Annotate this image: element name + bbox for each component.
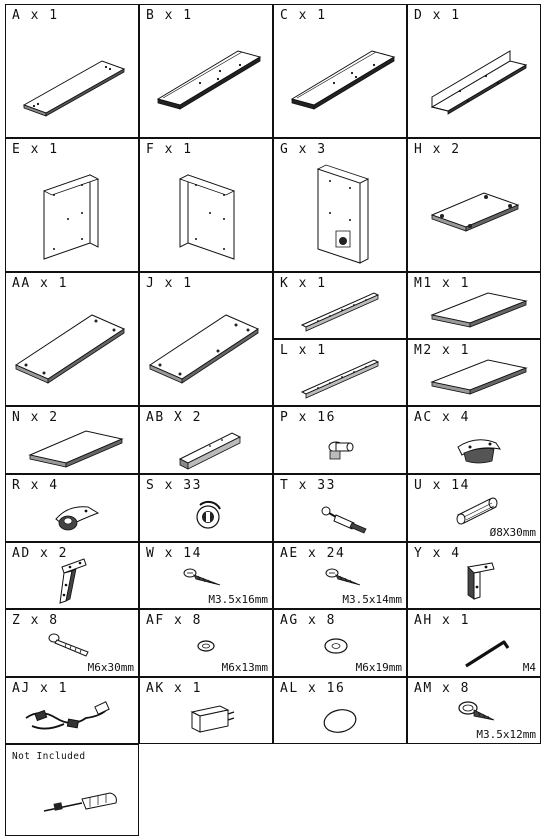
part-cell-l	[273, 339, 407, 406]
part-label-d: D x 1	[414, 8, 461, 23]
part-cell-h	[407, 138, 541, 272]
not-included-label: Not Included	[12, 751, 86, 762]
part-dim-af: M6x13mm	[221, 661, 268, 674]
part-cell-b	[139, 4, 273, 138]
small-shelf-icon	[408, 340, 542, 407]
part-label-c: C x 1	[280, 8, 327, 23]
part-label-n: N x 2	[12, 410, 59, 425]
part-label-s: S x 33	[146, 478, 202, 493]
part-cell-z	[5, 609, 139, 677]
part-label-y: Y x 4	[414, 546, 461, 561]
part-label-u: U x 14	[414, 478, 470, 493]
part-label-ad: AD x 2	[12, 546, 68, 561]
part-cell-e	[5, 138, 139, 272]
part-label-ac: AC x 4	[414, 410, 470, 425]
part-label-m2: M2 x 1	[414, 343, 470, 358]
part-cell-ac	[407, 406, 541, 474]
angle-bracket-rail-icon	[408, 5, 542, 139]
part-label-af: AF x 8	[146, 613, 202, 628]
part-label-aa: AA x 1	[12, 276, 68, 291]
part-dim-am: M3.5x12mm	[476, 728, 536, 741]
long-board-icon	[6, 5, 140, 139]
rail-strip-icon	[274, 273, 408, 340]
felt-pad-icon	[274, 678, 408, 745]
shelf-board-icon	[6, 273, 140, 407]
cam-lock-icon	[140, 475, 274, 543]
wood-block-icon	[140, 407, 274, 475]
furniture-glide-icon	[6, 475, 140, 543]
cam-bolt-icon	[274, 475, 408, 543]
part-label-ah: AH x 1	[414, 613, 470, 628]
part-label-g: G x 3	[280, 142, 327, 157]
part-label-t: T x 33	[280, 478, 336, 493]
part-label-l: L x 1	[280, 343, 327, 358]
part-dim-ae: M3.5x14mm	[342, 593, 402, 606]
small-shelf-icon	[6, 407, 140, 475]
parts-sheet	[5, 4, 541, 836]
small-board-icon	[408, 139, 542, 273]
part-cell-g	[273, 138, 407, 272]
shelf-pin-icon	[274, 407, 408, 475]
part-label-b: B x 1	[146, 8, 193, 23]
part-label-ab: AB X 2	[146, 410, 202, 425]
part-label-w: W x 14	[146, 546, 202, 561]
part-cell-d	[407, 4, 541, 138]
side-panel-icon	[6, 139, 140, 273]
not-included-cell	[5, 744, 139, 836]
part-label-a: A x 1	[12, 8, 59, 23]
part-label-r: R x 4	[12, 478, 59, 493]
part-dim-ah: M4	[522, 661, 536, 674]
part-cell-m1	[407, 272, 541, 339]
part-cell-af	[139, 609, 273, 677]
part-label-am: AM x 8	[414, 681, 470, 696]
part-label-h: H x 2	[414, 142, 461, 157]
part-cell-am	[407, 677, 541, 744]
part-cell-ak	[139, 677, 273, 744]
part-cell-s	[139, 474, 273, 542]
part-dim-w: M3.5x16mm	[208, 593, 268, 606]
part-label-f: F x 1	[146, 142, 193, 157]
part-cell-f	[139, 138, 273, 272]
part-label-j: J x 1	[146, 276, 193, 291]
part-label-ak: AK x 1	[146, 681, 202, 696]
part-cell-j	[139, 272, 273, 406]
screwdriver-icon	[6, 745, 140, 837]
flat-plate-icon	[6, 543, 140, 610]
part-label-al: AL x 16	[280, 681, 346, 696]
long-panel-grooved-icon	[140, 5, 274, 139]
rail-strip-icon	[274, 340, 408, 407]
part-cell-y	[407, 542, 541, 609]
l-bracket-icon	[408, 543, 542, 610]
part-dim-ag: M6x19mm	[355, 661, 402, 674]
corner-bracket-icon	[408, 407, 542, 475]
long-panel-grooved-icon	[274, 5, 408, 139]
part-cell-c	[273, 4, 407, 138]
part-label-z: Z x 8	[12, 613, 59, 628]
part-label-ae: AE x 24	[280, 546, 346, 561]
shelf-board-icon	[140, 273, 274, 407]
part-cell-al	[273, 677, 407, 744]
part-cell-aa	[5, 272, 139, 406]
part-label-aj: AJ x 1	[12, 681, 68, 696]
part-label-k: K x 1	[280, 276, 327, 291]
part-cell-r	[5, 474, 139, 542]
part-label-ag: AG x 8	[280, 613, 336, 628]
part-cell-ag	[273, 609, 407, 677]
part-dim-z: M6x30mm	[87, 661, 134, 674]
part-label-m1: M1 x 1	[414, 276, 470, 291]
part-cell-u	[407, 474, 541, 542]
part-cell-m2	[407, 339, 541, 406]
power-adapter-icon	[140, 678, 274, 745]
side-panel-icon	[140, 139, 274, 273]
part-cell-p	[273, 406, 407, 474]
part-cell-ab	[139, 406, 273, 474]
part-cell-ad	[5, 542, 139, 609]
cable-harness-icon	[6, 678, 140, 745]
part-cell-n	[5, 406, 139, 474]
part-dim-u: Ø8X30mm	[489, 526, 536, 539]
part-cell-w	[139, 542, 273, 609]
part-cell-k	[273, 272, 407, 339]
part-cell-t	[273, 474, 407, 542]
part-cell-ah	[407, 609, 541, 677]
part-label-p: P x 16	[280, 410, 336, 425]
part-cell-a	[5, 4, 139, 138]
divider-panel-icon	[274, 139, 408, 273]
part-label-e: E x 1	[12, 142, 59, 157]
part-cell-ae	[273, 542, 407, 609]
part-cell-aj	[5, 677, 139, 744]
small-shelf-icon	[408, 273, 542, 340]
